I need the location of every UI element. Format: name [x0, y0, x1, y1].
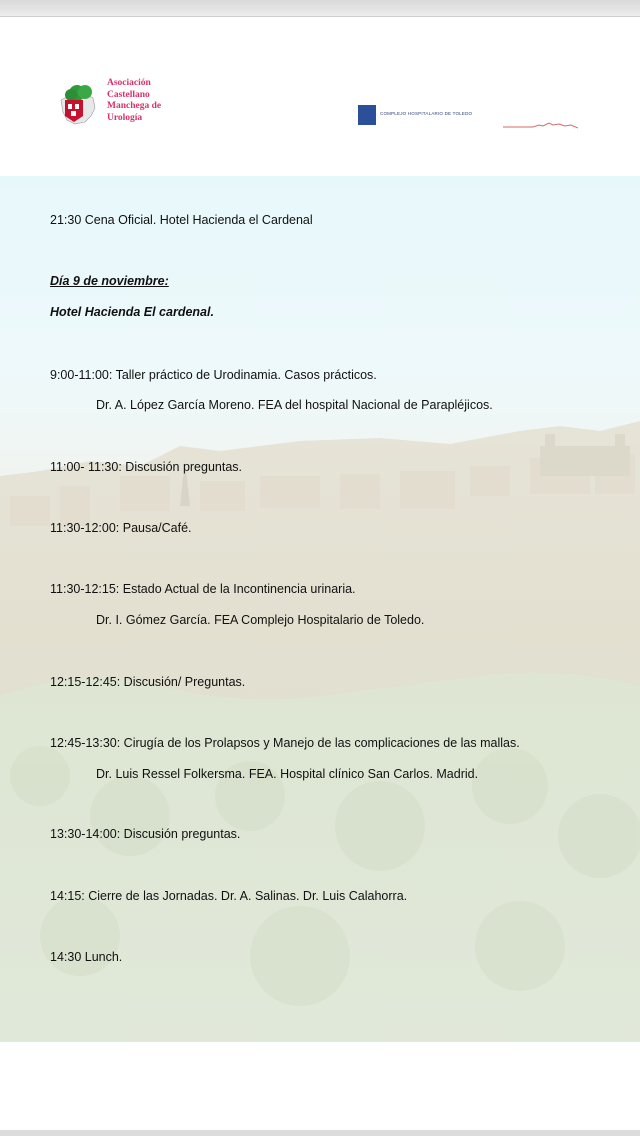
day-heading: Día 9 de noviembre:	[50, 274, 169, 288]
agenda-item: 13:30-14:00: Discusión preguntas.	[50, 827, 241, 841]
venue: Hotel Hacienda El cardenal.	[50, 305, 214, 319]
bottom-edge	[0, 1130, 640, 1136]
agenda-item: 14:30 Lunch.	[50, 950, 123, 964]
association-name-line: Urología	[107, 112, 143, 123]
agenda-speaker: Dr. I. Gómez García. FEA Complejo Hospitalario de Toledo.	[96, 613, 425, 627]
agenda-item: 11:30-12:15: Estado Actual de la Incontinencia urinaria.	[50, 582, 356, 596]
dinner-item: 21:30 Cena Oficial. Hotel Hacienda el Cardenal	[50, 213, 313, 227]
agenda-item: 11:00- 11:30: Discusión preguntas.	[50, 460, 243, 474]
agenda-speaker: Dr. A. López García Moreno. FEA del hospital Nacional de Parapléjicos.	[96, 398, 493, 412]
hospital-name: COMPLEJO HOSPITALARIO DE TOLEDO	[380, 111, 473, 116]
agenda-item: 12:15-12:45: Discusión/ Preguntas.	[50, 675, 246, 689]
agenda-item: 9:00-11:00: Taller práctico de Urodinamia. Casos prácticos.	[50, 368, 377, 382]
association-name-line: Manchega de	[107, 101, 162, 111]
agenda-item: 12:45-13:30: Cirugía de los Prolapsos y Manejo de las complicaciones de las mallas.	[50, 736, 520, 750]
agenda-item: 14:15: Cierre de las Jornadas. Dr. A. Salinas. Dr. Luis Calahorra.	[50, 889, 408, 903]
association-name-line: Castellano	[107, 89, 150, 100]
agenda-speaker: Dr. Luis Ressel Folkersma. FEA. Hospital clínico San Carlos. Madrid.	[96, 767, 479, 781]
association-name-line: Asociación	[107, 78, 151, 88]
agenda-item: 11:30-12:00: Pausa/Café.	[50, 521, 192, 535]
